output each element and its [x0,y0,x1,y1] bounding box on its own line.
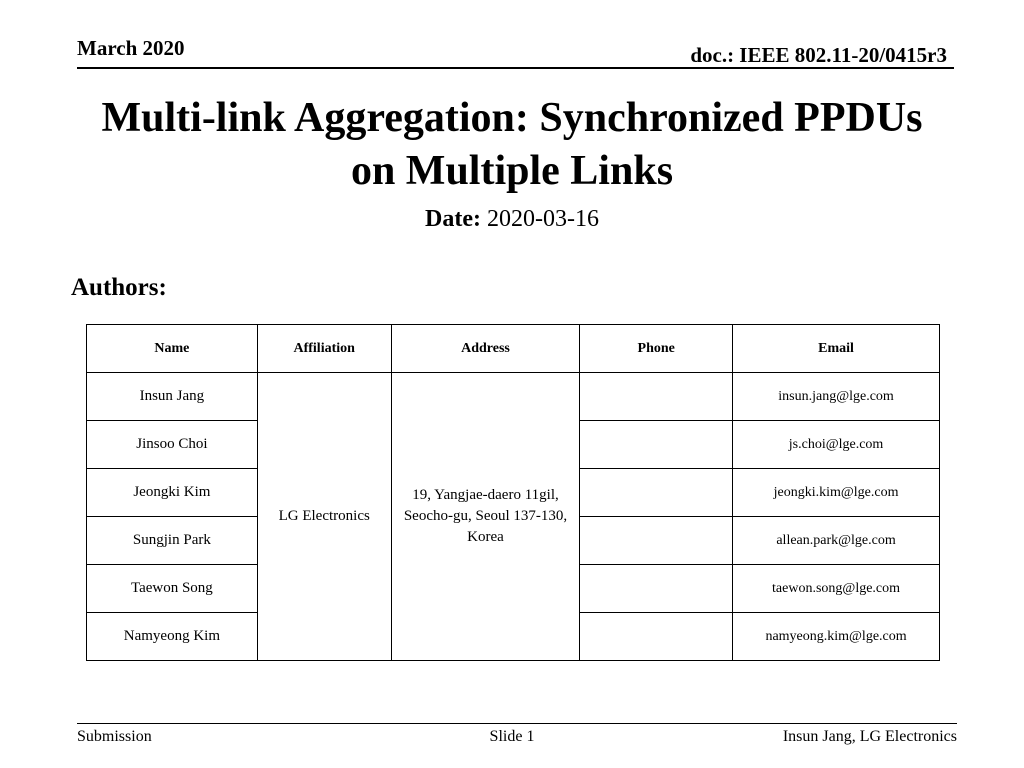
author-name: Taewon Song [87,565,258,613]
footer-divider [77,723,957,724]
author-name: Insun Jang [87,373,258,421]
col-header-address: Address [391,325,580,373]
slide-title-line1: Multi-link Aggregation: Synchronized PPDUs [101,95,923,141]
address-cell: 19, Yangjae-daero 11gil, Seocho-gu, Seoul 137-130, Korea [391,373,580,661]
header-date: March 2020 [77,36,185,60]
author-name: Jeongki Kim [87,469,258,517]
header-divider [77,67,954,69]
header-doc-id: doc.: IEEE 802.11-20/0415r3 [690,43,947,67]
footer-submission: Submission [77,728,152,745]
col-header-affiliation: Affiliation [257,325,391,373]
email-cell: namyeong.kim@lge.com [733,613,940,661]
date-label: Date: [425,206,481,232]
phone-cell [580,421,733,469]
email-cell: allean.park@lge.com [733,517,940,565]
authors-heading: Authors: [71,274,167,301]
slide-title [0,92,1024,199]
table-header-row [87,325,940,373]
author-name: Jinsoo Choi [87,421,258,469]
email-cell: jeongki.kim@lge.com [733,469,940,517]
phone-cell [580,469,733,517]
date-value: 2020-03-16 [486,206,599,232]
phone-cell [580,565,733,613]
footer-author: Insun Jang, LG Electronics [782,728,957,745]
phone-cell [580,373,733,421]
footer-slide-number: Slide 1 [489,728,535,745]
col-header-email: Email [733,325,940,373]
email-cell: insun.jang@lge.com [733,373,940,421]
author-name: Sungjin Park [87,517,258,565]
authors-table [86,324,940,661]
table-row [87,373,940,421]
date-line [0,206,1024,233]
phone-cell [580,613,733,661]
author-name: Namyeong Kim [87,613,258,661]
phone-cell [580,517,733,565]
col-header-name: Name [87,325,258,373]
email-cell: taewon.song@lge.com [733,565,940,613]
slide-title-line2: on Multiple Links [350,148,674,195]
email-cell: js.choi@lge.com [733,421,940,469]
col-header-phone: Phone [580,325,733,373]
affiliation-cell: LG Electronics [257,373,391,661]
